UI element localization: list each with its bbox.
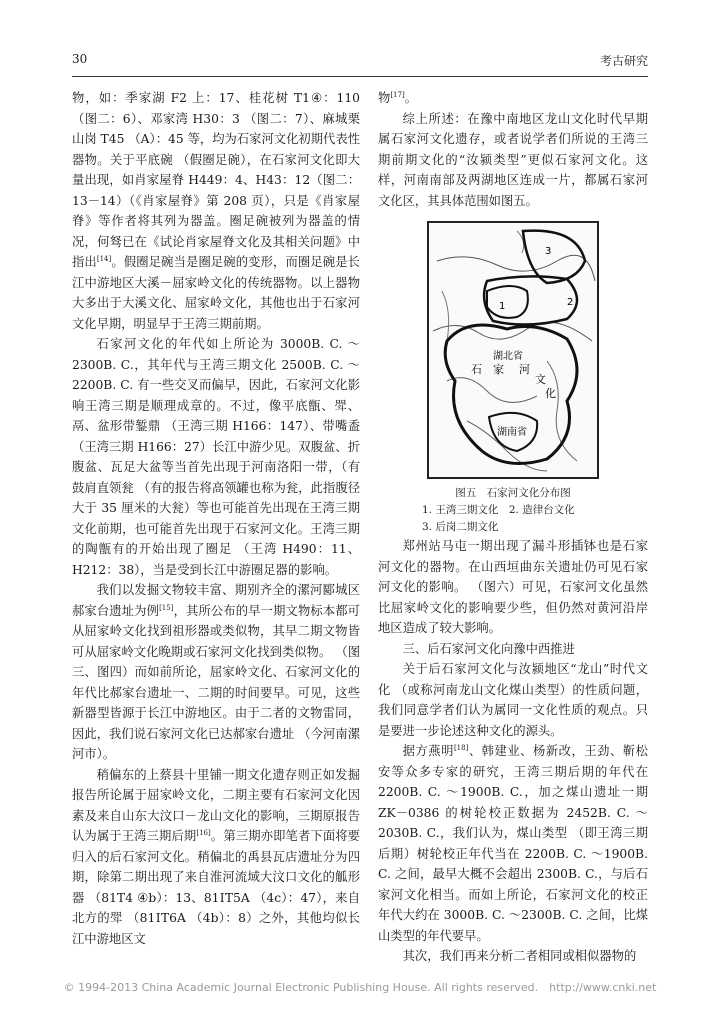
reference-mark[interactable]: [18] [453,743,469,752]
header-rule [72,76,648,77]
distribution-map-figure [427,221,599,479]
journal-title: 考古研究 [599,54,648,68]
page-number: 30 [72,52,88,66]
map-image [427,221,599,479]
copyright-footer: © 1994-2013 China Academic Journal Electronic Publishing House. All rights reserved. http://www.cnki.net [63,981,657,994]
paragraph: 综上所述：在豫中南地区龙山文化时代早期属石家河文化遗存，或者说学者们所说的王湾三期前期文化的“汝颍类型”更似石家河文化。这样，河南南部及两湖地区连成一片，都属石家河文化区，其具体范围如图五。 [378,111,648,208]
paragraph: 我们以发掘文物较丰富、期别齐全的漯河郾城区郝家台遗址为例[15]，其所公布的早一期文物标本都可从屈家岭文化找到祖形器或类似物，其早二期文物皆可从屈家岭文化晚期或石家河文化找到类似物。 （图三、图四）而如前所论，屈家岭文化、石家河文化的年代比郝家台遗址一、二期的时间要早。可见，这些新器型皆源于长江中游地区。由于二者的文物雷同，因此，我们说石家河文化已达郝家台遗址 （今河南漯河市）。 [72,583,360,761]
paragraph: 其次，我们再来分析二者相同或相似器物的 [402,949,637,963]
paragraph: 据方燕明[18]、韩建业、杨新改，王劲、靳松安等众多专家的研究，王湾三期后期的年代在 2200B. C. ～1900B. C.，加之煤山遗址一期 ZK－0386 的树轮校正数据为 2452B. C. ～2030B. C.，我们认为，煤山类型 （即王湾三期后期）树轮校正年代当在 2200B. C. ～1900B. C. 之间，最早大概不会超出 2300B. C.，与后石家河文化相当。而如上所论，石家河文化的校正年代大约在 3000B. C. ～2300B. C. 之间，比煤山类型的年代要早。 [378,743,648,943]
paragraph: 物，如：季家湖 F2 上：17、桂花树 T1④：110（图二：6）、邓家湾 H30：3 （图二：7）、麻城栗山岗 T45 （A）：45 等，均为石家河文化初期代表性器物。关于平底碗 （假圈足碗），在石家河文化即大量出现，如肖家屋脊 H449：4、H43：12（图二：13－14）（《肖家屋脊》第 208 页），只是《肖家屋脊》等作者将其列为器盖。圈足碗被列为器盖的情况，何驽已在《试论肖家屋脊文化及其相关问题》中指出[14]。假圈足碗当是圈足碗的变形，而圈足碗是长江中游地区大溪－屈家岭文化的传统器物。以上器物大多出于大溪文化、屈家岭文化，其他也出于石家河文化早期，明显早于王湾三期前期。 [72,91,360,331]
paragraph: 稍偏东的上蔡县十里铺一期文化遗存则正如发掘报告所论属于屈家岭文化，二期主要有石家河文化因素及来自山东大汶口－龙山文化的影响，三期原报告认为属于王湾三期后期[16]。第三期亦即笔者下面将要归入的后石家河文化。稍偏北的禹县瓦店遗址分为四期，除第二期出现了来自淮河流域大汶口文化的觚形器 （81T4 ④b）：13、81ⅠT5A （4c）：47），来自北方的斝 （81ⅠT6A （4b）：8）之外，其他均似长江中游地区文 [72,767,360,946]
map-label-hubei: 湖北省 [493,351,523,362]
figure-legend-line: 3. 后岗二期文化 [422,521,499,533]
svg-text:化: 化 [545,387,556,400]
map-label-3: 3 [545,246,552,257]
paragraph: 关于后石家河文化与汝颍地区“龙山”时代文化 （或称河南龙山文化煤山类型）的性质问题，我们同意学者们认为属同一文化性质的观点。只是要进一步论述这种文化的源头。 [378,662,648,738]
map-label-hunan: 湖南省 [497,427,527,438]
figure-caption: 图五 石家河文化分布图 [455,487,571,499]
paragraph: 石家河文化的年代如上所论为 3000B. C. ～2300B. C.，其年代与王湾三期文化 2500B. C. ～2200B. C. 有一些交叉而偏早，因此，石家河文化影响王湾三期是顺理成章的。不过，像平底甑、斝、鬲、盆形带錾鼎 （王湾三期 H166：147）、带嘴盉 （王湾三期 H166：27）长江中游少见。双腹盆、折腹盆、瓦足大盆等当首先出现于河南洛阳一带，（有鼓肩直领瓮 （有的报告将高领罐也称为瓮，此指腹径大于 35 厘米的大瓮）等也可能首先出现在王湾三期文化前期，也可能首先出现于石家河文化。王湾三期的陶甑有的开始出现了圈足 （王湾 H490：11、H212：38），当是受到长江中游圈足器的影响。 [72,337,360,577]
page-header [72,52,648,74]
figure-legend-line: 1. 王湾三期文化 2. 造律台文化 [422,504,575,516]
svg-text:家: 家 [493,363,504,376]
reference-mark[interactable]: [14] [96,254,112,263]
reference-mark[interactable]: [16] [196,828,211,837]
left-column [72,88,360,949]
section-heading: 三、后石家河文化向豫中西推进 [402,641,575,656]
map-label-culture: 石 [471,363,482,376]
right-column [378,88,648,967]
svg-text:河: 河 [519,363,530,376]
map-label-1: 1 [499,301,506,312]
map-label-2: 2 [567,297,574,308]
reference-mark[interactable]: [15] [159,603,174,612]
paragraph: 郑州站马屯一期出现了漏斗形插钵也是石家河文化的器物。在山西垣曲东关遗址仍可见石家河文化的影响。 （图六）可见，石家河文化虽然比屈家岭文化的影响要少些，但仍然对黄河沿岸地区造成了较大影响。 [378,539,648,635]
paragraph: 物[17]。 [378,90,417,105]
svg-text:文: 文 [535,373,546,386]
reference-mark[interactable]: [17] [390,90,405,99]
